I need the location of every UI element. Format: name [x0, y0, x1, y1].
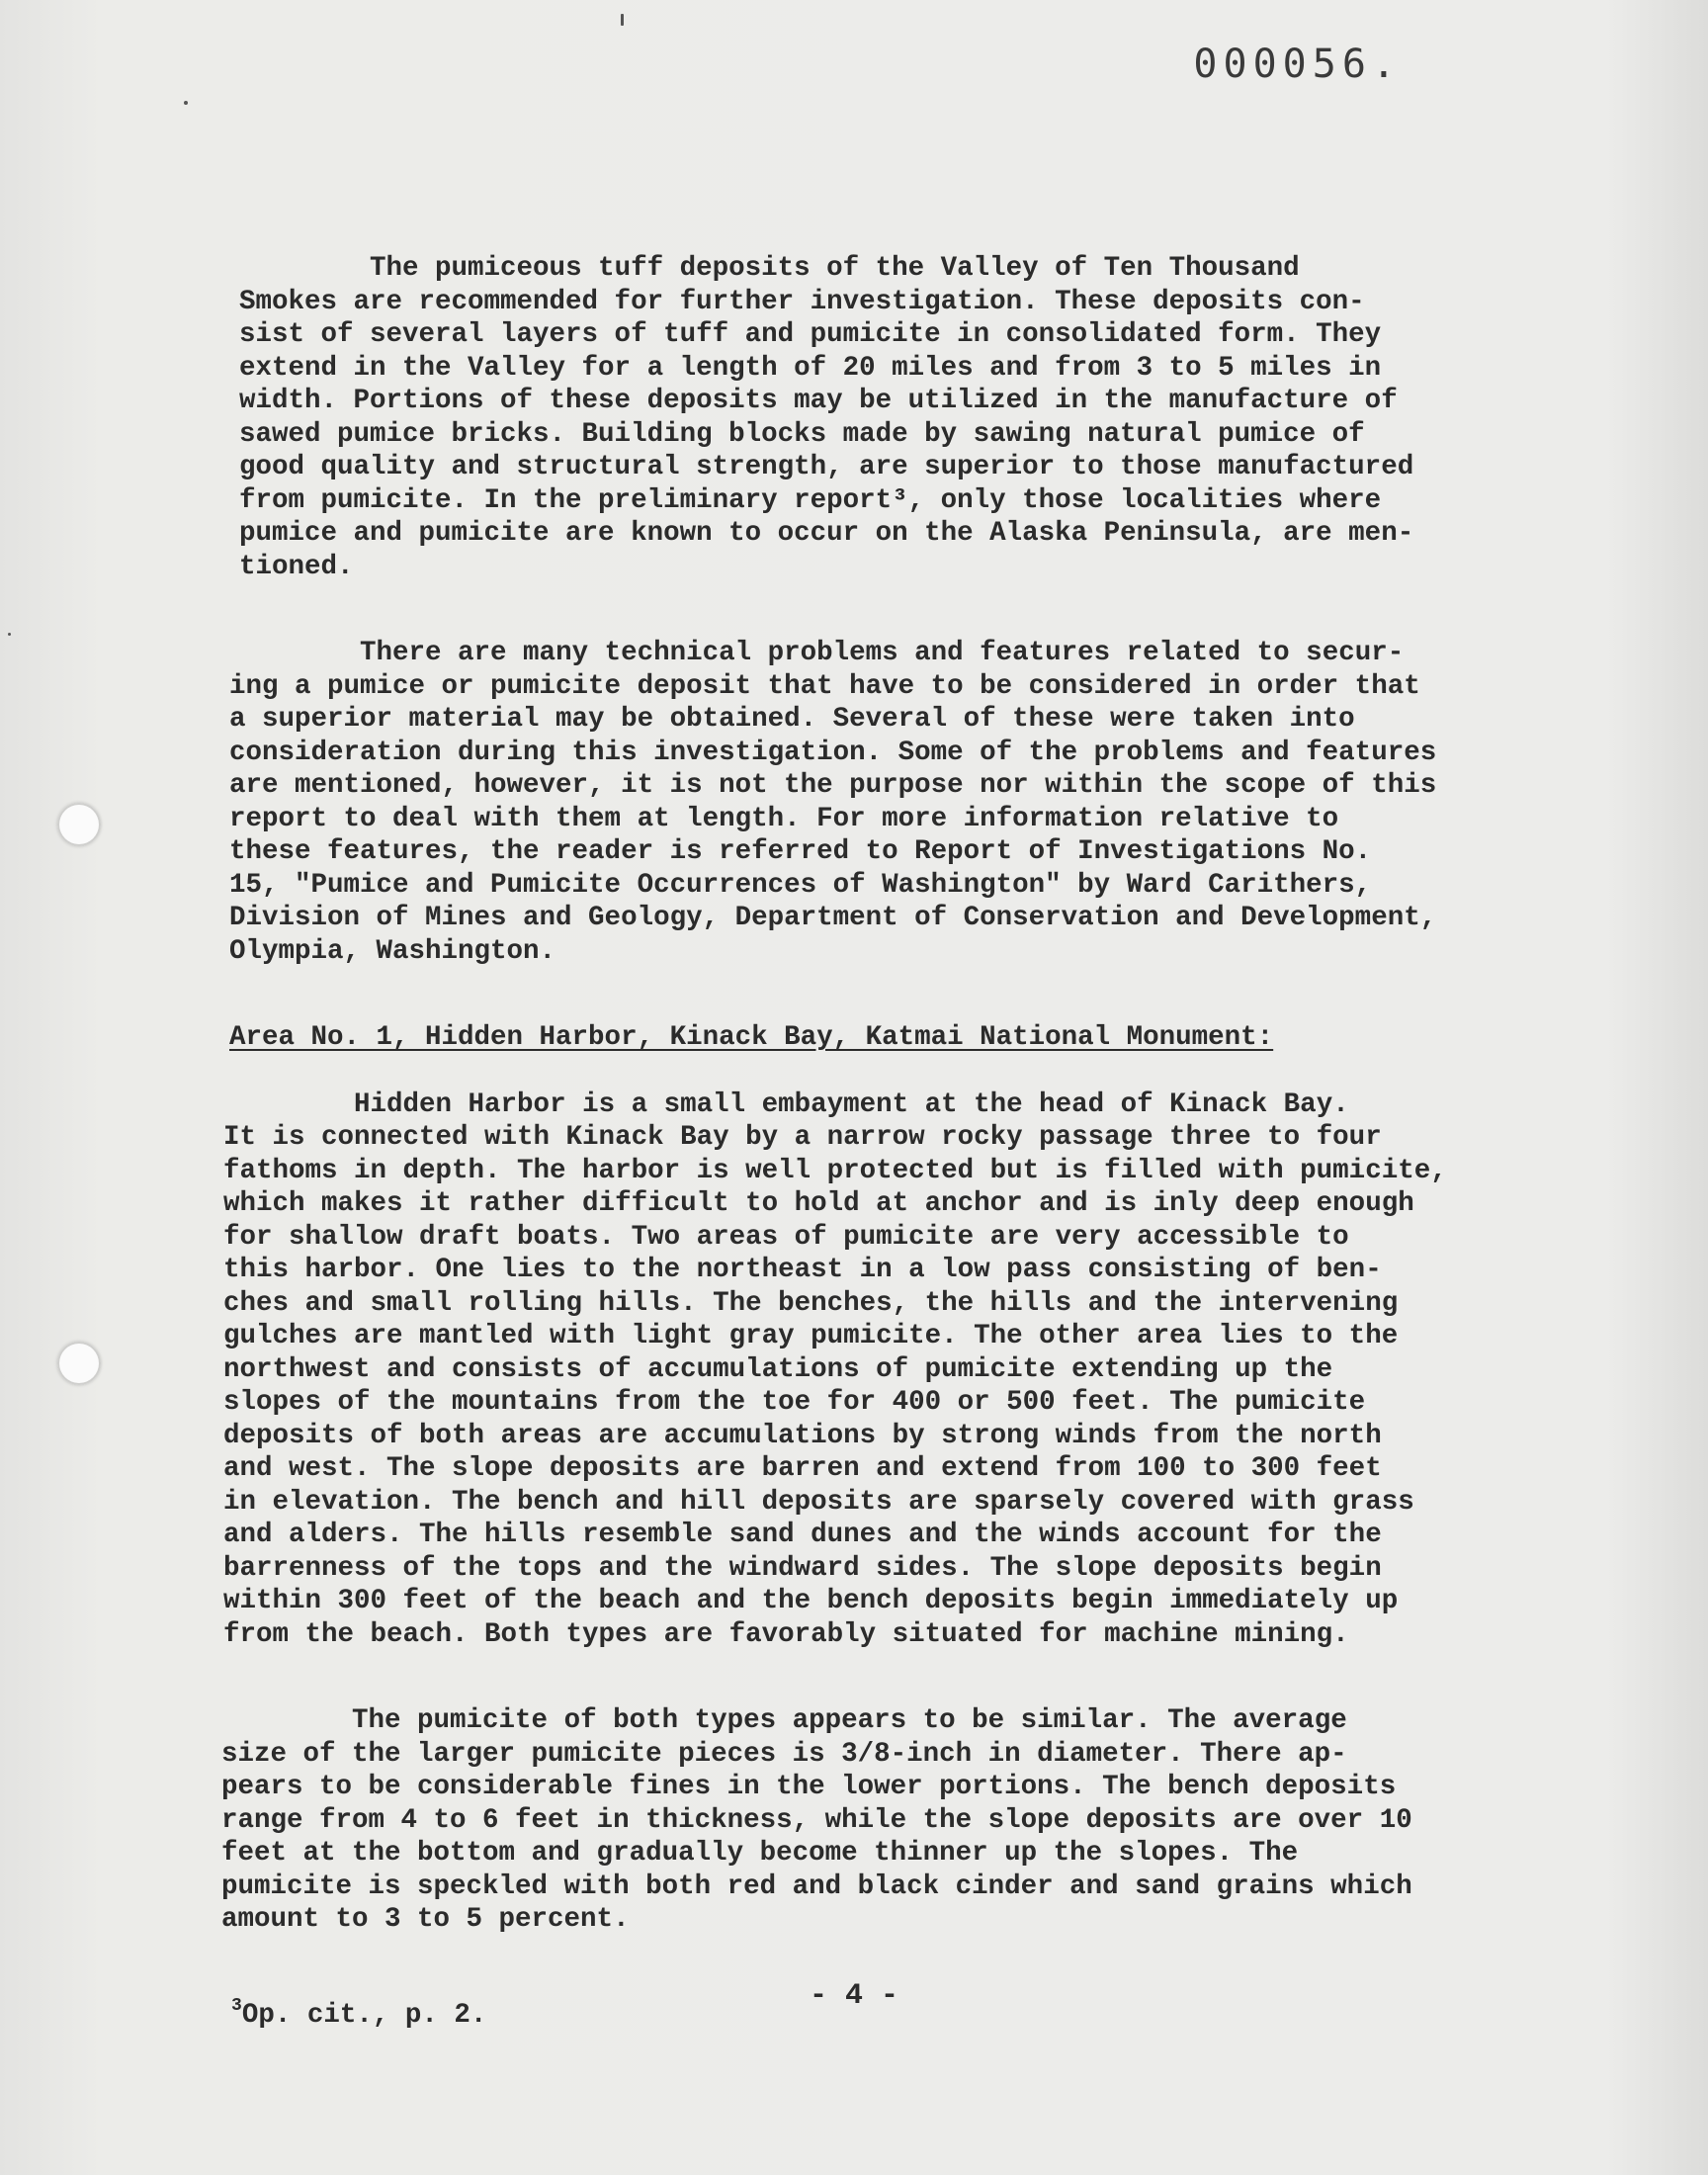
dust-speck	[184, 101, 188, 105]
paragraph: There are many technical problems and features related to secur- ing a pumice or pumicite deposit that have to be considered in order that a superior material may be obtained. Several of these were taken into consideration during this investigation. Some of the problems and features are mentioned, however, it is not the purpose nor within the scope of this report to deal with them at length. For more information relative to these features, the reader is referred to Report of Investigations No. 15, "Pumice and Pumicite Occurrences of Washington" by Ward Carithers, Division of Mines and Geology, Department of Conservation and Development, Olympia, Washington.	[229, 638, 1437, 967]
section-heading: Area No. 1, Hidden Harbor, Kinack Bay, Katmai National Monument:	[229, 1022, 1274, 1053]
paragraph: The pumicite of both types appears to be similar. The average size of the larger pumicite pieces is 3/8-inch in diameter. There ap- pears to be considerable fines in the lower portions. The bench deposits range from 4 to 6 feet in thickness, while the slope deposits are over 10 feet at the bottom and gradually become thinner up the slopes. The pumicite is speckled with both red and black cinder and sand grains which amount to 3 to 5 percent.	[221, 1705, 1412, 1935]
punch-hole	[57, 1342, 101, 1385]
page-folio: - 4 -	[809, 1979, 898, 2013]
dust-speck	[621, 14, 624, 26]
footnote-mark: 3	[231, 1995, 242, 2016]
stamp-number: 000056.	[1193, 42, 1402, 87]
punch-hole	[57, 803, 101, 846]
paragraph: Hidden Harbor is a small embayment at the head of Kinack Bay. It is connected with Kinack Bay by a narrow rocky passage three to four fathoms in depth. The harbor is well protected but is filled with pumicite, which makes it rather difficult to hold at anchor and is inly deep enough for shallow draft boats. Two areas of pumicite are very accessible to this harbor. One lies to the northeast in a low pass consisting of ben- ches and small rolling hills. The benches, the hills and the intervening gulches are mantled with light gray pumicite. The other area lies to the northwest and consists of accumulations of pumicite extending up the slopes of the mountains from the toe for 400 or 500 feet. The pumicite deposits of both areas are accumulations by strong winds from the north and west. The slope deposits are barren and extend from 100 to 300 feet in elevation. The bench and hill deposits are sparsely covered with grass and alders. The hills resemble sand dunes and the winds account for the barrenness of the tops and the windward sides. The slope deposits begin within 300 feet of the beach and the bench deposits begin immediately up from the beach. Both types are favorably situated for machine mining.	[223, 1088, 1447, 1650]
dust-speck	[8, 633, 11, 636]
body-text	[221, 252, 1502, 2032]
paragraph: The pumiceous tuff deposits of the Valley of Ten Thousand Smokes are recommended for further investigation. These deposits con- sist of several layers of tuff and pumicite in consolidated form. They extend in the Valley for a length of 20 miles and from 3 to 5 miles in width. Portions of these deposits may be utilized in the manufacture of sawed pumice bricks. Building blocks made by sawing natural pumice of good quality and structural strength, are superior to those manufactured from pumicite. In the preliminary report³, only those localities where pumice and pumicite are known to occur on the Alaska Peninsula, are men- tioned.	[239, 253, 1414, 582]
footnote-text: Op. cit., p. 2.	[241, 1999, 487, 2031]
